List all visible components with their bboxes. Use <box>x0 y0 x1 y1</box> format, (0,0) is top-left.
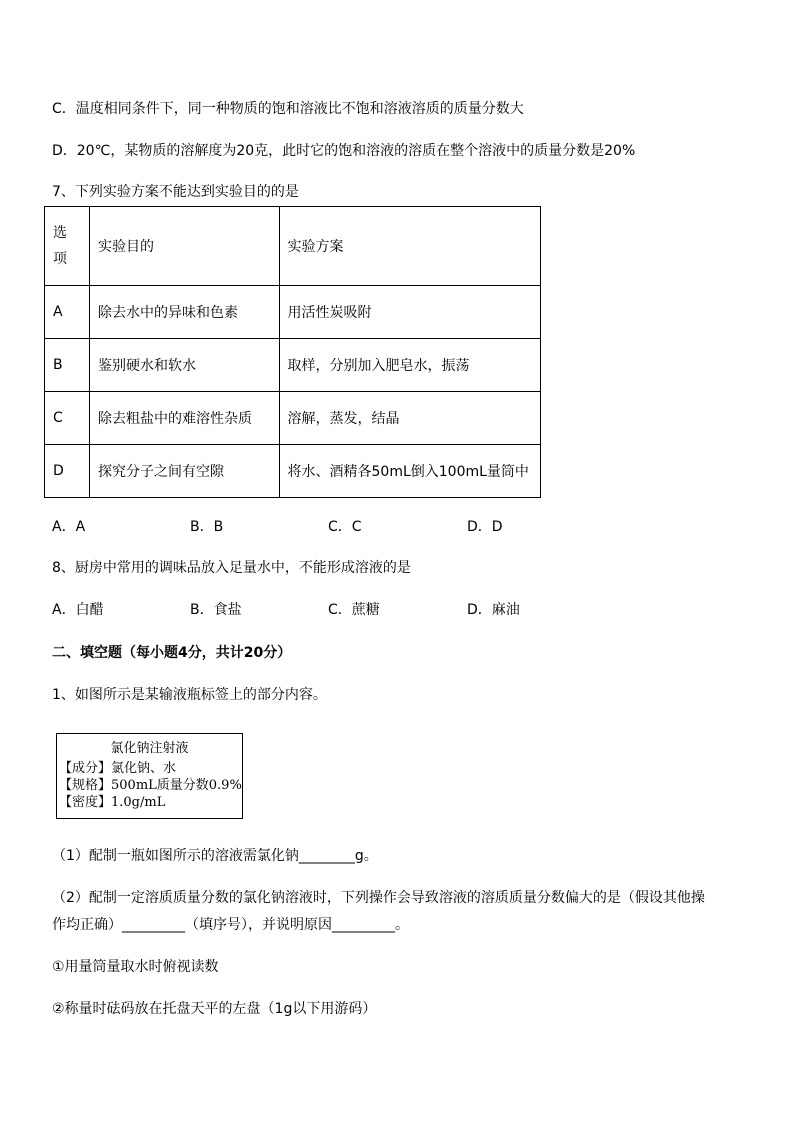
table-cell-purpose: 除去水中的异味和色素 <box>89 286 279 339</box>
q8-option-c: C．蔗糖 <box>328 602 380 618</box>
q6-option-c: C．温度相同条件下，同一种物质的饱和溶液比不饱和溶液溶质的质量分数大 <box>52 101 524 117</box>
table-header-plan: 实验方案 <box>279 207 540 286</box>
q7-option-b: B．B <box>190 519 224 535</box>
table-cell-option: C <box>45 392 90 445</box>
fill-q1-sub2-line1: （2）配制一定溶质质量分数的氯化钠溶液时，下列操作会导致溶液的溶质质量分数偏大的是（假设其他操 <box>52 890 705 906</box>
q8-option-b: B．食盐 <box>190 602 242 618</box>
table-cell-plan: 溶解，蒸发，结晶 <box>279 392 540 445</box>
table-row <box>45 286 541 339</box>
q8-option-d: D．麻油 <box>467 602 520 618</box>
table-cell-option: B <box>45 339 90 392</box>
q7-stem: 7、下列实验方案不能达到实验目的的是 <box>52 184 299 200</box>
label-title: 氯化钠注射液 <box>110 741 189 756</box>
label-line: 【规格】500mL质量分数0.9% <box>59 778 242 793</box>
q8-stem: 8、厨房中常用的调味品放入足量水中，不能形成溶液的是 <box>52 560 411 576</box>
table-cell-purpose: 探究分子之间有空隙 <box>89 445 279 498</box>
q6-option-d: D．20℃，某物质的溶解度为20克，此时它的饱和溶液的溶质在整个溶液中的质量分数是20% <box>52 143 636 159</box>
table-header-row <box>45 207 541 286</box>
table-cell-option: A <box>45 286 90 339</box>
section-title: 二、填空题（每小题4分，共计20分） <box>52 645 292 661</box>
table-cell-option: D <box>45 445 90 498</box>
q7-option-a: A．A <box>52 519 86 535</box>
fill-q1-sub1: （1）配制一瓶如图所示的溶液需氯化钠________g。 <box>52 848 378 864</box>
table-cell-plan: 将水、酒精各50mL倒入100mL量筒中 <box>279 445 540 498</box>
table-header-option: 选 项 <box>45 207 90 286</box>
table-row <box>45 339 541 392</box>
label-line: 【成分】氯化钠、水 <box>59 761 177 776</box>
table-row <box>45 445 541 498</box>
table-cell-plan: 取样，分别加入肥皂水，振荡 <box>279 339 540 392</box>
q8-option-a: A．白醋 <box>52 602 104 618</box>
experiment-table <box>44 206 541 498</box>
table-cell-plan: 用活性炭吸附 <box>279 286 540 339</box>
table-row <box>45 392 541 445</box>
fill-q1-item-1: ①用量筒量取水时俯视读数 <box>52 959 219 975</box>
table-cell-purpose: 除去粗盐中的难溶性杂质 <box>89 392 279 445</box>
infusion-label-box <box>56 733 243 819</box>
q7-option-d: D．D <box>467 519 503 535</box>
q7-option-c: C．C <box>328 519 362 535</box>
table-cell-purpose: 鉴别硬水和软水 <box>89 339 279 392</box>
fill-q1-sub2-line2: 作均正确）_________（填序号），并说明原因_________。 <box>52 917 409 933</box>
fill-q1-item-2: ②称量时砝码放在托盘天平的左盘（1g以下用游码） <box>52 1001 377 1017</box>
label-line: 【密度】1.0g/mL <box>59 795 166 810</box>
table-header-purpose: 实验目的 <box>89 207 279 286</box>
fill-q1-stem: 1、如图所示是某输液瓶标签上的部分内容。 <box>52 687 327 703</box>
